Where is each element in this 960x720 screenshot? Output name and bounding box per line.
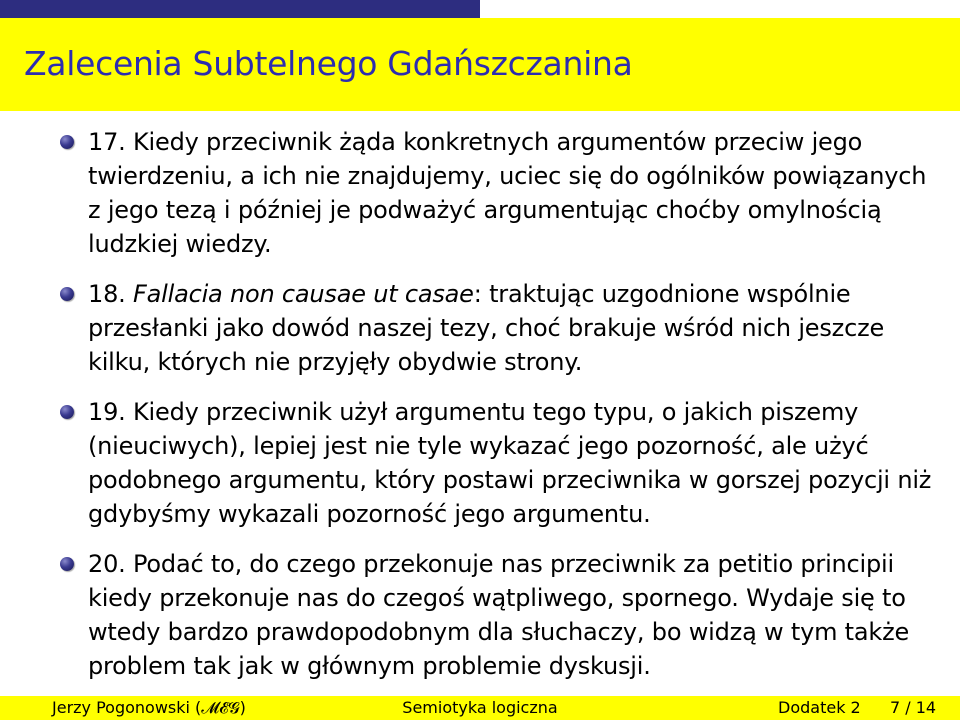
item-text: Podać to, do czego przekonuje nas przeciwnik za petitio principii kiedy przekonuje nas do czegoś wątpliwego, spornego. Wydaje się to wtedy bardzo prawdopodobnym dla słuchaczy, bo widzą w tym także problem tak jak w głównym problemie dyskusji.	[88, 550, 910, 680]
top-strip-right	[480, 0, 960, 18]
bullet-icon	[60, 557, 74, 571]
item-text: Kiedy przeciwnik żąda konkretnych argumentów przeciw jego twierdzeniu, a ich nie znajdujemy, uciec się do ogólników powiązanych z jego tezą i później je podważyć argumentując choćby omylnością ludzkiej wiedzy.	[88, 128, 927, 258]
item-text: Kiedy przeciwnik użył argumentu tego typu, o jakich piszemy (nieuciwych), lepiej jest nie tyle wykazać jego pozorność, ale użyć podobnego argumentu, który postawi przeciwnika w gorszej pozycji niż gdybyśmy wykazali pozorność jego argumentu.	[88, 398, 932, 528]
footer-course-segment	[320, 696, 640, 720]
list-item	[60, 395, 940, 531]
footer-course: Semiotyka logiczna	[402, 698, 558, 717]
list-item	[60, 125, 940, 261]
footer-section: Dodatek 2	[778, 698, 861, 717]
bullet-icon	[60, 405, 74, 419]
top-strip-left	[0, 0, 480, 18]
footer-author-segment	[0, 696, 320, 720]
item-emphasis: Fallacia non causae ut casae	[133, 280, 474, 308]
item-text: : traktując uzgodnione wspólnie przesłanki jako dowód naszej tezy, choć brakuje wśród nich jeszcze kilku, których nie przyjęły obydwie strony.	[88, 280, 885, 376]
slide-title: Zalecenia Subtelnego Gdańszczanina	[24, 44, 633, 83]
item-number: 20.	[88, 550, 126, 578]
list-item	[60, 547, 940, 683]
content-list	[60, 125, 940, 699]
item-number: 19.	[88, 398, 126, 426]
footer-author: Jerzy Pogonowski (𝓜𝓔𝓖)	[52, 698, 246, 717]
top-navigation-strip	[0, 0, 960, 18]
footer	[0, 696, 960, 720]
list-item	[60, 277, 940, 379]
footer-page-number: 7 / 14	[890, 698, 937, 717]
footer-section-segment	[640, 696, 960, 720]
item-number: 18.	[88, 280, 126, 308]
bullet-icon	[60, 287, 74, 301]
item-number: 17.	[88, 128, 126, 156]
bullet-icon	[60, 135, 74, 149]
